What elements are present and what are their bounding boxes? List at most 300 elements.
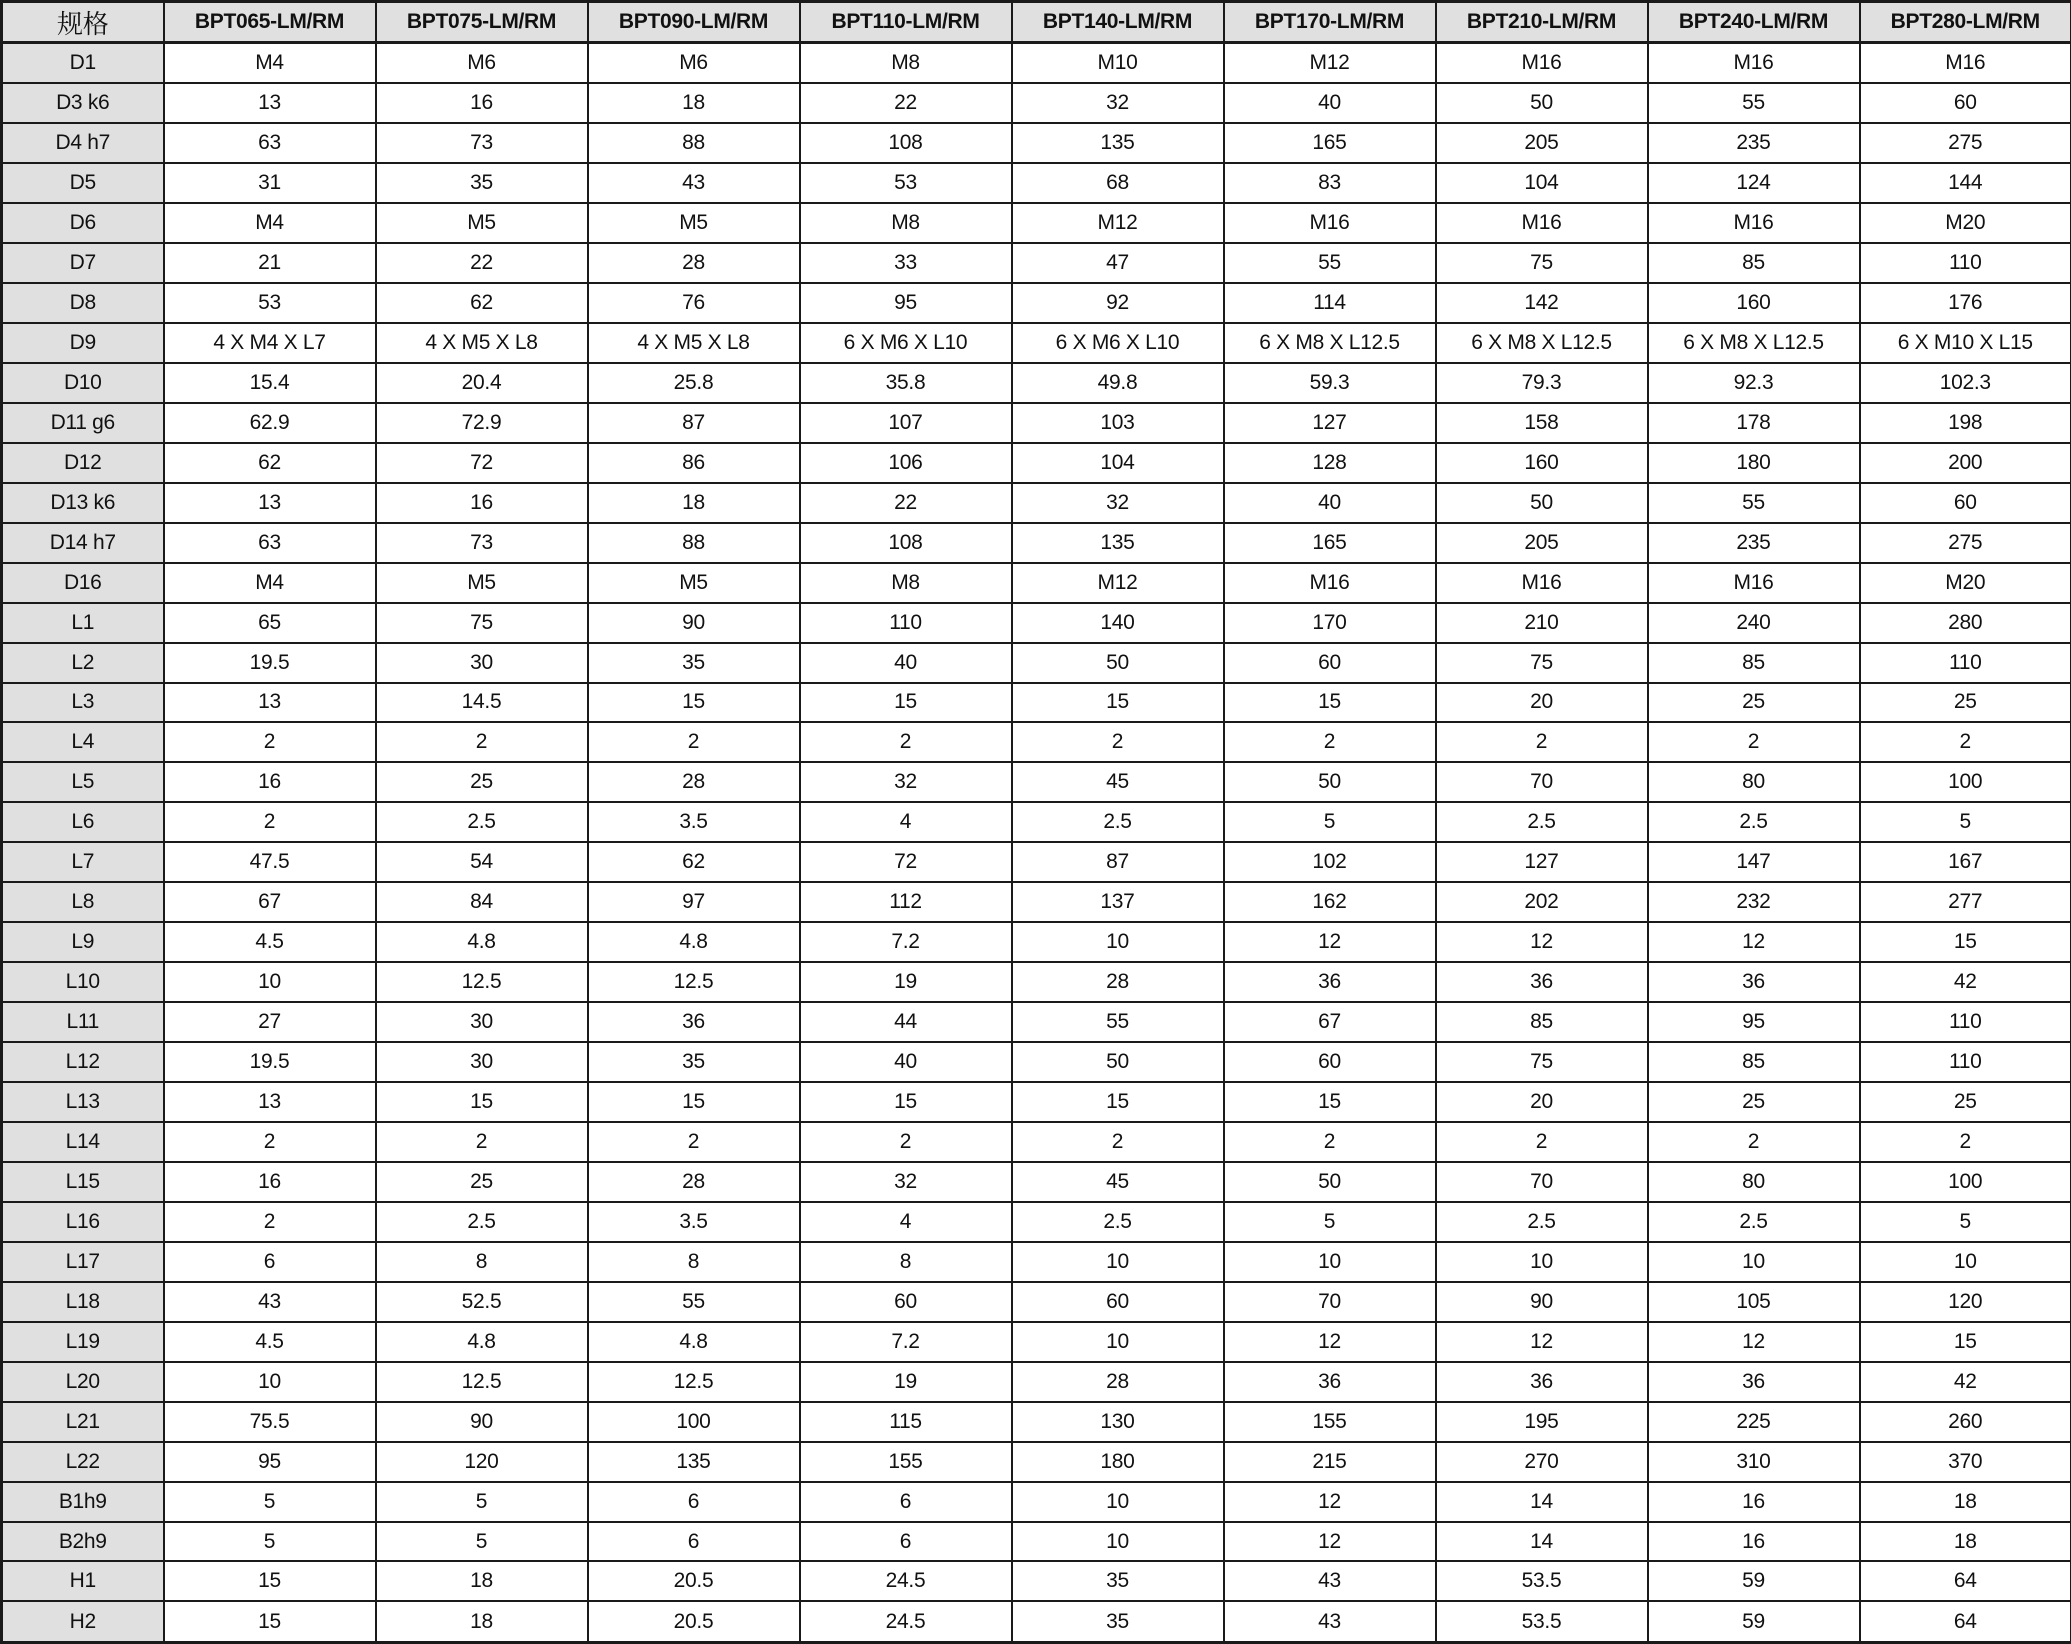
value-cell: 18 (588, 83, 800, 123)
value-cell: 40 (1224, 483, 1436, 523)
value-cell: 260 (1860, 1402, 2071, 1442)
value-cell: 50 (1012, 643, 1224, 683)
value-cell: 33 (800, 243, 1012, 283)
model-column-header: BPT090-LM/RM (588, 2, 800, 43)
value-cell: 102.3 (1860, 363, 2071, 403)
value-cell: 25 (1648, 1082, 1860, 1122)
value-cell: 25.8 (588, 363, 800, 403)
value-cell: 15 (800, 1082, 1012, 1122)
value-cell: 50 (1224, 1162, 1436, 1202)
value-cell: 35 (1012, 1561, 1224, 1601)
value-cell: 70 (1224, 1282, 1436, 1322)
value-cell: 35 (376, 163, 588, 203)
row-label: L18 (2, 1282, 164, 1322)
table-row (2, 762, 2071, 802)
value-cell: M16 (1648, 43, 1860, 84)
value-cell: 2 (800, 1122, 1012, 1162)
value-cell: 36 (1648, 962, 1860, 1002)
value-cell: 54 (376, 842, 588, 882)
value-cell: 14 (1436, 1482, 1648, 1522)
value-cell: 5 (1224, 802, 1436, 842)
value-cell: 16 (376, 483, 588, 523)
value-cell: 4.8 (376, 1322, 588, 1362)
value-cell: 25 (1860, 1082, 2071, 1122)
value-cell: 2 (1648, 722, 1860, 762)
value-cell: 6 X M6 X L10 (1012, 323, 1224, 363)
value-cell: 25 (1648, 683, 1860, 723)
value-cell: 15.4 (164, 363, 376, 403)
value-cell: 50 (1224, 762, 1436, 802)
value-cell: M8 (800, 203, 1012, 243)
row-label: L7 (2, 842, 164, 882)
value-cell: 65 (164, 603, 376, 643)
value-cell: 75.5 (164, 1402, 376, 1442)
table-row (2, 1402, 2071, 1442)
table-row (2, 1002, 2071, 1042)
value-cell: 40 (1224, 83, 1436, 123)
model-column-header: BPT065-LM/RM (164, 2, 376, 43)
row-label: L8 (2, 882, 164, 922)
table-row (2, 922, 2071, 962)
value-cell: 70 (1436, 1162, 1648, 1202)
value-cell: 232 (1648, 882, 1860, 922)
value-cell: 87 (1012, 842, 1224, 882)
row-label: L10 (2, 962, 164, 1002)
value-cell: 6 (800, 1482, 1012, 1522)
value-cell: 25 (1860, 683, 2071, 723)
value-cell: 104 (1436, 163, 1648, 203)
value-cell: 72 (800, 842, 1012, 882)
value-cell: 47 (1012, 243, 1224, 283)
value-cell: 47.5 (164, 842, 376, 882)
value-cell: 108 (800, 123, 1012, 163)
value-cell: 5 (164, 1522, 376, 1562)
value-cell: 42 (1860, 962, 2071, 1002)
value-cell: 59 (1648, 1601, 1860, 1642)
table-row (2, 802, 2071, 842)
value-cell: 28 (1012, 1362, 1224, 1402)
value-cell: 32 (1012, 483, 1224, 523)
value-cell: 75 (1436, 643, 1648, 683)
table-row (2, 283, 2071, 323)
value-cell: 15 (1012, 683, 1224, 723)
value-cell: 202 (1436, 882, 1648, 922)
value-cell: 72.9 (376, 403, 588, 443)
row-label: L12 (2, 1042, 164, 1082)
value-cell: 49.8 (1012, 363, 1224, 403)
value-cell: M16 (1860, 43, 2071, 84)
value-cell: 16 (1648, 1482, 1860, 1522)
value-cell: 32 (800, 762, 1012, 802)
table-row (2, 1082, 2071, 1122)
value-cell: 76 (588, 283, 800, 323)
value-cell: 205 (1436, 523, 1648, 563)
value-cell: 2.5 (1648, 802, 1860, 842)
value-cell: 2 (1224, 722, 1436, 762)
table-row (2, 1202, 2071, 1242)
header-row (2, 2, 2071, 43)
table-row (2, 962, 2071, 1002)
value-cell: 2 (1012, 1122, 1224, 1162)
table-row (2, 243, 2071, 283)
value-cell: 110 (1860, 1002, 2071, 1042)
value-cell: 60 (1224, 1042, 1436, 1082)
value-cell: 80 (1648, 762, 1860, 802)
value-cell: 8 (588, 1242, 800, 1282)
value-cell: 67 (1224, 1002, 1436, 1042)
value-cell: 4 X M5 X L8 (376, 323, 588, 363)
table-row (2, 203, 2071, 243)
value-cell: 60 (1012, 1282, 1224, 1322)
value-cell: 6 (164, 1242, 376, 1282)
value-cell: M8 (800, 563, 1012, 603)
value-cell: M16 (1436, 43, 1648, 84)
value-cell: 19.5 (164, 643, 376, 683)
value-cell: 55 (1012, 1002, 1224, 1042)
value-cell: 10 (1860, 1242, 2071, 1282)
value-cell: 10 (1012, 1522, 1224, 1562)
value-cell: 2 (164, 1122, 376, 1162)
value-cell: M4 (164, 563, 376, 603)
value-cell: 108 (800, 523, 1012, 563)
table-row (2, 722, 2071, 762)
value-cell: 13 (164, 683, 376, 723)
value-cell: 10 (1012, 1322, 1224, 1362)
table-row (2, 1122, 2071, 1162)
model-column-header: BPT075-LM/RM (376, 2, 588, 43)
value-cell: 2.5 (376, 802, 588, 842)
value-cell: 12 (1436, 1322, 1648, 1362)
value-cell: 137 (1012, 882, 1224, 922)
value-cell: 73 (376, 123, 588, 163)
value-cell: 21 (164, 243, 376, 283)
value-cell: 2 (164, 1202, 376, 1242)
value-cell: 12.5 (376, 962, 588, 1002)
value-cell: 15 (1860, 922, 2071, 962)
value-cell: 100 (588, 1402, 800, 1442)
value-cell: 12 (1648, 1322, 1860, 1362)
value-cell: 127 (1224, 403, 1436, 443)
value-cell: 30 (376, 1042, 588, 1082)
value-cell: 110 (1860, 1042, 2071, 1082)
value-cell: 2 (1860, 722, 2071, 762)
value-cell: 310 (1648, 1442, 1860, 1482)
value-cell: 50 (1012, 1042, 1224, 1082)
value-cell: 2.5 (1012, 1202, 1224, 1242)
value-cell: 210 (1436, 603, 1648, 643)
value-cell: 53.5 (1436, 1601, 1648, 1642)
value-cell: 20.4 (376, 363, 588, 403)
value-cell: 64 (1860, 1561, 2071, 1601)
table-row (2, 1561, 2071, 1601)
value-cell: 40 (800, 643, 1012, 683)
value-cell: 6 X M8 X L12.5 (1224, 323, 1436, 363)
value-cell: 4 (800, 802, 1012, 842)
value-cell: 85 (1648, 643, 1860, 683)
table-row (2, 1322, 2071, 1362)
value-cell: 27 (164, 1002, 376, 1042)
value-cell: 12 (1224, 922, 1436, 962)
row-label: D14 h7 (2, 523, 164, 563)
value-cell: 103 (1012, 403, 1224, 443)
value-cell: M8 (800, 43, 1012, 84)
value-cell: M12 (1224, 43, 1436, 84)
value-cell: 12 (1648, 922, 1860, 962)
table-row (2, 563, 2071, 603)
table-row (2, 443, 2071, 483)
value-cell: 170 (1224, 603, 1436, 643)
value-cell: 18 (376, 1601, 588, 1642)
value-cell: 16 (164, 762, 376, 802)
value-cell: M16 (1224, 203, 1436, 243)
table-row (2, 603, 2071, 643)
value-cell: 110 (800, 603, 1012, 643)
value-cell: 18 (376, 1561, 588, 1601)
row-label: B1h9 (2, 1482, 164, 1522)
value-cell: 52.5 (376, 1282, 588, 1322)
value-cell: 2.5 (1436, 1202, 1648, 1242)
value-cell: 45 (1012, 762, 1224, 802)
value-cell: 85 (1436, 1002, 1648, 1042)
value-cell: 28 (588, 1162, 800, 1202)
value-cell: 6 X M6 X L10 (800, 323, 1012, 363)
value-cell: M5 (376, 563, 588, 603)
value-cell: 12.5 (376, 1362, 588, 1402)
value-cell: 120 (1860, 1282, 2071, 1322)
row-label: L21 (2, 1402, 164, 1442)
row-label: D8 (2, 283, 164, 323)
row-label: D16 (2, 563, 164, 603)
value-cell: 100 (1860, 762, 2071, 802)
value-cell: M5 (588, 563, 800, 603)
value-cell: 142 (1436, 283, 1648, 323)
value-cell: 36 (1224, 1362, 1436, 1402)
value-cell: 6 X M10 X L15 (1860, 323, 2071, 363)
value-cell: 10 (1012, 922, 1224, 962)
row-label: L16 (2, 1202, 164, 1242)
value-cell: 79.3 (1436, 363, 1648, 403)
value-cell: 62 (376, 283, 588, 323)
table-row (2, 163, 2071, 203)
value-cell: 5 (376, 1522, 588, 1562)
table-row (2, 123, 2071, 163)
row-label: L1 (2, 603, 164, 643)
row-label: L14 (2, 1122, 164, 1162)
value-cell: 92 (1012, 283, 1224, 323)
value-cell: M6 (588, 43, 800, 84)
value-cell: 102 (1224, 842, 1436, 882)
value-cell: 135 (588, 1442, 800, 1482)
value-cell: 10 (164, 1362, 376, 1402)
value-cell: 180 (1012, 1442, 1224, 1482)
value-cell: 8 (376, 1242, 588, 1282)
value-cell: 19 (800, 962, 1012, 1002)
value-cell: 2 (1436, 722, 1648, 762)
row-label: D7 (2, 243, 164, 283)
value-cell: 127 (1436, 842, 1648, 882)
value-cell: 160 (1648, 283, 1860, 323)
value-cell: 5 (164, 1482, 376, 1522)
value-cell: 75 (376, 603, 588, 643)
value-cell: 13 (164, 83, 376, 123)
row-label: D9 (2, 323, 164, 363)
value-cell: 70 (1436, 762, 1648, 802)
row-label: D12 (2, 443, 164, 483)
value-cell: 10 (1012, 1482, 1224, 1522)
value-cell: 22 (800, 83, 1012, 123)
value-cell: 100 (1860, 1162, 2071, 1202)
value-cell: 4.8 (588, 1322, 800, 1362)
value-cell: 15 (1224, 683, 1436, 723)
row-label: L15 (2, 1162, 164, 1202)
row-label: L5 (2, 762, 164, 802)
value-cell: 15 (800, 683, 1012, 723)
value-cell: 45 (1012, 1162, 1224, 1202)
value-cell: 7.2 (800, 922, 1012, 962)
value-cell: 68 (1012, 163, 1224, 203)
value-cell: 18 (1860, 1522, 2071, 1562)
value-cell: 275 (1860, 523, 2071, 563)
value-cell: 6 (588, 1482, 800, 1522)
value-cell: 83 (1224, 163, 1436, 203)
value-cell: 20.5 (588, 1601, 800, 1642)
value-cell: 14 (1436, 1522, 1648, 1562)
value-cell: 2 (164, 802, 376, 842)
value-cell: 2.5 (1436, 802, 1648, 842)
row-label: L11 (2, 1002, 164, 1042)
value-cell: 115 (800, 1402, 1012, 1442)
value-cell: 15 (588, 1082, 800, 1122)
value-cell: 32 (1012, 83, 1224, 123)
value-cell: 15 (1012, 1082, 1224, 1122)
value-cell: 135 (1012, 123, 1224, 163)
row-label: D13 k6 (2, 483, 164, 523)
value-cell: 4.8 (376, 922, 588, 962)
value-cell: 8 (800, 1242, 1012, 1282)
table-row (2, 43, 2071, 84)
value-cell: 16 (164, 1162, 376, 1202)
value-cell: 24.5 (800, 1601, 1012, 1642)
value-cell: 124 (1648, 163, 1860, 203)
value-cell: 12 (1224, 1482, 1436, 1522)
table-row (2, 882, 2071, 922)
value-cell: 6 X M8 X L12.5 (1436, 323, 1648, 363)
model-column-header: BPT140-LM/RM (1012, 2, 1224, 43)
table-row (2, 1242, 2071, 1282)
value-cell: 7.2 (800, 1322, 1012, 1362)
value-cell: 67 (164, 882, 376, 922)
value-cell: 165 (1224, 523, 1436, 563)
value-cell: 55 (1224, 243, 1436, 283)
table-row (2, 683, 2071, 723)
table-row (2, 643, 2071, 683)
value-cell: M16 (1648, 203, 1860, 243)
table-row (2, 842, 2071, 882)
row-label: L3 (2, 683, 164, 723)
value-cell: 10 (1224, 1242, 1436, 1282)
value-cell: 195 (1436, 1402, 1648, 1442)
value-cell: 5 (1860, 1202, 2071, 1242)
value-cell: 2 (1860, 1122, 2071, 1162)
value-cell: 43 (1224, 1601, 1436, 1642)
value-cell: 60 (1860, 483, 2071, 523)
value-cell: 370 (1860, 1442, 2071, 1482)
value-cell: 15 (1860, 1322, 2071, 1362)
value-cell: 28 (588, 243, 800, 283)
value-cell: 55 (588, 1282, 800, 1322)
value-cell: 10 (1436, 1242, 1648, 1282)
value-cell: 90 (376, 1402, 588, 1442)
table-row (2, 1282, 2071, 1322)
value-cell: 19.5 (164, 1042, 376, 1082)
value-cell: 16 (376, 83, 588, 123)
value-cell: 162 (1224, 882, 1436, 922)
value-cell: M16 (1436, 563, 1648, 603)
table-row (2, 1442, 2071, 1482)
model-column-header: BPT210-LM/RM (1436, 2, 1648, 43)
row-label: D1 (2, 43, 164, 84)
value-cell: 53.5 (1436, 1561, 1648, 1601)
value-cell: 22 (376, 243, 588, 283)
value-cell: 12 (1224, 1522, 1436, 1562)
spec-column-header: 规格 (2, 2, 164, 43)
model-column-header: BPT110-LM/RM (800, 2, 1012, 43)
value-cell: 19 (800, 1362, 1012, 1402)
value-cell: 53 (164, 283, 376, 323)
value-cell: M4 (164, 203, 376, 243)
value-cell: 2 (800, 722, 1012, 762)
value-cell: 2.5 (376, 1202, 588, 1242)
value-cell: 2.5 (1648, 1202, 1860, 1242)
value-cell: 110 (1860, 243, 2071, 283)
value-cell: 85 (1648, 1042, 1860, 1082)
model-column-header: BPT240-LM/RM (1648, 2, 1860, 43)
value-cell: 22 (800, 483, 1012, 523)
value-cell: M12 (1012, 563, 1224, 603)
value-cell: 200 (1860, 443, 2071, 483)
value-cell: 25 (376, 1162, 588, 1202)
value-cell: 35.8 (800, 363, 1012, 403)
value-cell: M5 (588, 203, 800, 243)
value-cell: 60 (1860, 83, 2071, 123)
value-cell: 43 (164, 1282, 376, 1322)
value-cell: 112 (800, 882, 1012, 922)
value-cell: 15 (376, 1082, 588, 1122)
value-cell: 5 (1224, 1202, 1436, 1242)
value-cell: 44 (800, 1002, 1012, 1042)
table-row (2, 363, 2071, 403)
value-cell: 155 (1224, 1402, 1436, 1442)
row-label: L6 (2, 802, 164, 842)
value-cell: 50 (1436, 483, 1648, 523)
value-cell: 12 (1224, 1322, 1436, 1362)
value-cell: 180 (1648, 443, 1860, 483)
value-cell: 36 (1224, 962, 1436, 1002)
value-cell: 4 X M4 X L7 (164, 323, 376, 363)
value-cell: 4 (800, 1202, 1012, 1242)
value-cell: 60 (1224, 643, 1436, 683)
value-cell: 73 (376, 523, 588, 563)
value-cell: 160 (1436, 443, 1648, 483)
value-cell: 20 (1436, 683, 1648, 723)
value-cell: M12 (1012, 203, 1224, 243)
value-cell: 110 (1860, 643, 2071, 683)
value-cell: 107 (800, 403, 1012, 443)
table-row (2, 403, 2071, 443)
row-label: D5 (2, 163, 164, 203)
value-cell: 4.8 (588, 922, 800, 962)
value-cell: 12.5 (588, 1362, 800, 1402)
